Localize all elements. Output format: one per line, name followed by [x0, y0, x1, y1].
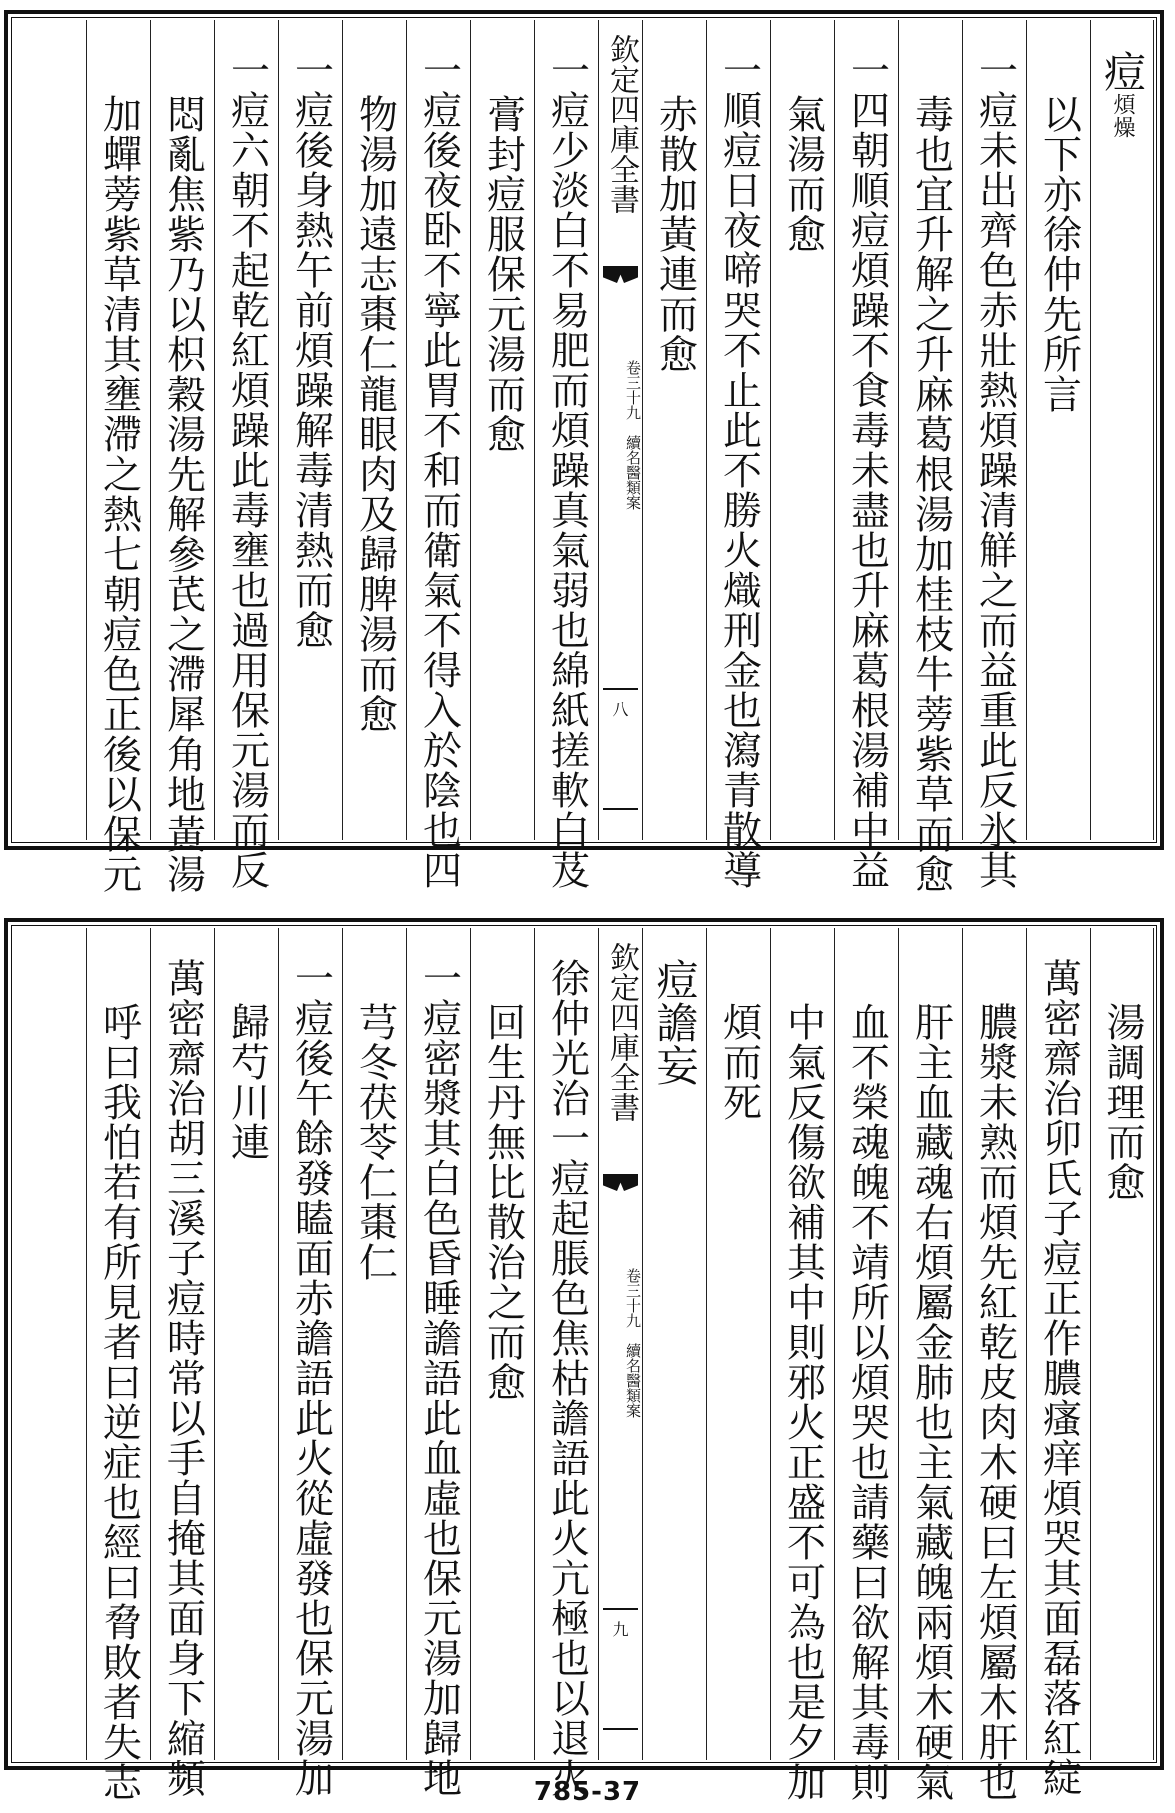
column-text	[225, 1002, 269, 1162]
column-main-text: 一痘少淡白不易肥而煩躁真氣弱也綿紙搓軟白芨	[544, 50, 590, 890]
column-text	[717, 1002, 761, 1122]
text-column	[86, 928, 150, 1802]
text-column	[1026, 928, 1090, 1798]
text-column	[406, 20, 470, 890]
text-column	[342, 928, 406, 1760]
text-column	[534, 20, 598, 890]
column-main-text: 肝主血藏魂右煩屬金肺也主氣藏魄兩煩木硬氣	[908, 1002, 954, 1802]
volume-label: 卷三十九	[624, 1268, 642, 1328]
section-heading-column	[1090, 20, 1154, 840]
column-main-text: 呼曰我怕若有所見者曰逆症也經曰脅敗者失志	[96, 1002, 142, 1802]
column-main-text: 芎冬茯苓仁棗仁	[352, 1002, 398, 1282]
text-column	[898, 20, 962, 894]
margin-rule	[603, 1728, 638, 1730]
folio-number: 八	[612, 700, 629, 719]
column-text	[97, 94, 141, 894]
column-main-text: 湯調理而愈	[1100, 1002, 1145, 1202]
column-main-text: 悶亂焦紫乃以枳穀湯先解參芪之滯犀角地黃湯	[160, 94, 206, 894]
column-main-text: 氣湯而愈	[780, 94, 826, 254]
page-number: 785-37	[533, 1777, 642, 1807]
text-column	[834, 928, 898, 1802]
margin-rule	[603, 808, 638, 810]
column-main-text: 萬密齋治胡三溪子痘時常以手自掩其面身下縮頻	[160, 958, 206, 1798]
column-main-text: 一痘六朝不起乾紅煩躁此毒壅也過用保元湯而反	[224, 50, 270, 890]
column-text	[650, 958, 700, 1087]
column-main-text: 膏封痘服保元湯而愈	[480, 94, 526, 454]
heading-note: 煩燥	[1110, 93, 1135, 139]
text-column	[214, 928, 278, 1760]
column-text	[545, 50, 589, 890]
column-main-text: 赤散加黃連而愈	[652, 94, 698, 374]
text-column	[770, 928, 834, 1802]
column-text	[1100, 1002, 1144, 1202]
column-main-text: 加蟬蒡紫草清其壅滯之熱七朝痘色正後以保元	[96, 94, 142, 894]
column-text	[161, 94, 205, 894]
column-main-text: 一痘密漿其白色昏睡譫語此血虛也保元湯加歸地	[416, 958, 462, 1798]
column-text	[781, 1002, 825, 1802]
column-main-text: 煩而死	[716, 1002, 762, 1122]
column-text	[481, 1002, 525, 1402]
column-main-text: 一痘未出齊色赤壯熱煩躁清觧之而益重此反氷其	[972, 50, 1018, 890]
column-main-text: 一四朝順痘煩躁不食毒未盡也升麻葛根湯補中益	[844, 50, 890, 890]
text-column	[706, 928, 770, 1760]
column-main-text: 膿漿未熟而煩先紅乾皮肉木硬曰左煩屬木肝也	[972, 1002, 1018, 1802]
column-text	[353, 1002, 397, 1282]
column-text	[97, 1002, 141, 1802]
column-text	[1037, 958, 1081, 1798]
text-column	[962, 20, 1026, 890]
text-column	[834, 20, 898, 890]
section-heading-column	[642, 928, 706, 1760]
column-text	[1037, 94, 1081, 414]
column-text	[909, 94, 953, 894]
column-text	[973, 1002, 1017, 1802]
column-text	[845, 1002, 889, 1802]
column-main-text: 徐仲光治一痘起脹色焦枯譫語此火亢極也以退火	[544, 958, 590, 1798]
column-main-text: 中氣反傷欲補其中則邪火正盛不可為也是夕加	[780, 1002, 826, 1802]
column-text	[417, 958, 461, 1798]
column-text	[781, 94, 825, 254]
margin-rule	[603, 688, 638, 690]
fishtail-mark-icon	[603, 1174, 638, 1207]
margin-rule	[603, 1608, 638, 1610]
text-column	[470, 928, 534, 1760]
book-title: 欽定四庫全書	[604, 942, 639, 1122]
column-main-text: 物湯加遠志棗仁龍眼肉及歸脾湯而愈	[352, 94, 398, 734]
center-fold-margin	[598, 928, 642, 1760]
column-main-text: 痘譫妄	[650, 958, 700, 1087]
text-column	[342, 20, 406, 840]
column-main-text: 回生丹無比散治之而愈	[480, 1002, 526, 1402]
column-main-text: 一痘後身熱午前煩躁解毒清熱而愈	[288, 50, 334, 650]
volume-label: 卷三十九	[624, 360, 642, 420]
text-column	[706, 20, 770, 890]
text-column	[214, 20, 278, 890]
text-column	[770, 20, 834, 840]
book-subtitle: 續名醫類案	[624, 435, 642, 510]
column-text	[545, 958, 589, 1798]
text-column	[1090, 928, 1154, 1760]
text-column	[278, 928, 342, 1798]
text-column	[898, 928, 962, 1802]
text-column	[86, 20, 150, 894]
column-text	[289, 50, 333, 650]
center-fold-margin	[598, 20, 642, 840]
text-column	[150, 928, 214, 1798]
text-column	[1026, 20, 1090, 840]
column-text	[417, 50, 461, 890]
column-main-text: 痘	[1098, 50, 1147, 93]
column-main-text: 以下亦徐仲先所言	[1036, 94, 1082, 414]
column-main-text: 毒也宜升解之升麻葛根湯加桂枝牛蒡紫草而愈	[908, 94, 954, 894]
column-text	[1098, 50, 1147, 139]
folio-number: 九	[612, 1620, 629, 1639]
book-title: 欽定四庫全書	[604, 34, 639, 214]
fishtail-mark-icon	[603, 266, 638, 299]
column-text	[845, 50, 889, 890]
text-column	[642, 20, 706, 840]
text-column	[406, 928, 470, 1798]
text-column	[470, 20, 534, 840]
top-page	[4, 10, 1164, 894]
column-text	[225, 50, 269, 890]
text-column	[278, 20, 342, 840]
column-main-text: 血不榮魂魄不靖所以煩哭也請藥曰欲解其毒則	[844, 1002, 890, 1802]
column-main-text: 萬密齋治卯氏子痘正作膿瘙痒煩哭其面磊落紅綻	[1036, 958, 1082, 1798]
column-main-text: 歸芍川連	[224, 1002, 270, 1162]
column-text	[289, 958, 333, 1798]
column-main-text: 一順痘日夜啼哭不止此不勝火熾刑金也瀉青散導	[716, 50, 762, 890]
column-text	[353, 94, 397, 734]
book-subtitle-volume	[599, 360, 642, 510]
column-text	[653, 94, 697, 374]
column-text	[909, 1002, 953, 1802]
text-column	[534, 928, 598, 1798]
text-column	[962, 928, 1026, 1802]
column-text	[717, 50, 761, 890]
book-subtitle: 續名醫類案	[624, 1343, 642, 1418]
column-main-text: 一痘後午餘發瞌面赤譫語此火從虛發也保元湯加	[288, 958, 334, 1798]
column-text	[973, 50, 1017, 890]
text-column	[150, 20, 214, 894]
book-subtitle-volume	[599, 1268, 642, 1418]
column-main-text: 一痘後夜卧不寧此胃不和而衛氣不得入於陰也四	[416, 50, 462, 890]
column-text	[161, 958, 205, 1798]
top-page-columns	[14, 20, 1154, 894]
column-text	[481, 94, 525, 454]
